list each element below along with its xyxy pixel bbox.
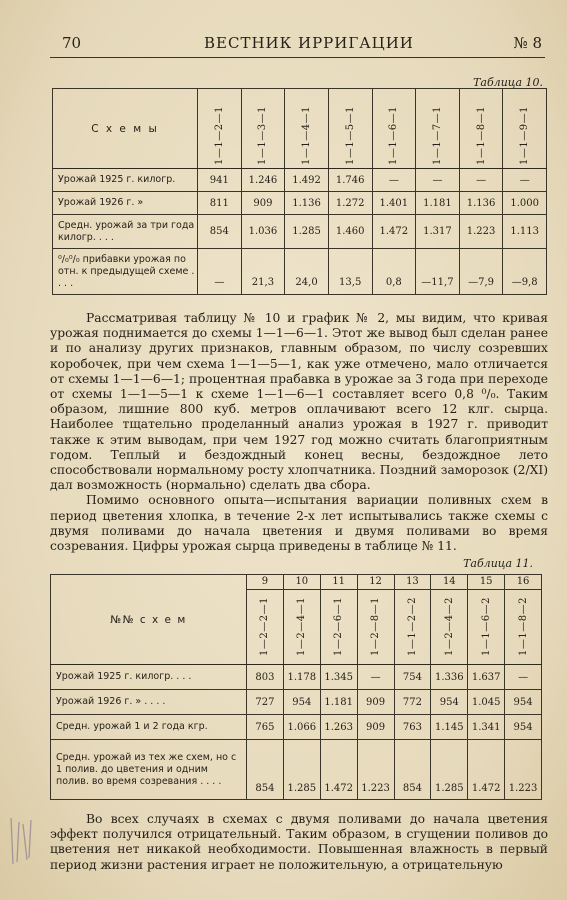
body-text-2 [50,812,548,873]
table-row: Урожай 1926 г. » 811 909 1.136 1.272 1.401 1.181 1.136 1.000 [53,192,547,215]
paragraph: Во всех случаях в схемах с двумя поливами до начала цветения эффект получился отрицательный. Таким образом, в сгущении поливов до цветения нет никакой необходимости. Повышенная влажность в первый период жизни растения играет не положительную, а отрицательную [50,812,548,872]
pencil-mark-icon [5,812,39,872]
table-row: ⁰/₀⁰/₀ прибавки урожая по отн. к предыдущей схеме . . . . — 21,3 24,0 13,5 0,8 —11,7 —7,9 —9,8 [53,249,547,295]
running-header [62,34,542,56]
header-rule [50,57,545,58]
table10-col-1: 1—1—2—1 [198,89,242,169]
table11-caption: Таблица 11. [463,557,533,570]
table-row: Урожай 1926 г. » . . . . 727 954 1.181 909 772 954 1.045 954 [51,690,542,715]
table10-caption: Таблица 10. [473,76,543,89]
table11-corner: №№ с х е м [51,575,247,665]
table11-col-9: 9 1—2—2—1 [247,575,284,665]
table11-col-11: 11 1—2—6—1 [320,575,357,665]
paragraph: Рассматривая таблицу № 10 и график № 2, мы видим, что кривая урожая поднимается до схемы 1—1—6—1. Этот же вывод был сделан ранее и по анализу других признаков, главным образом, по числу созревших коробочек, при чем схема 1—1—5—1, как уже отмечено, мало отличается от схемы 1—1—6—1; процентная прабавка в урожае за 3 года при переходе от схемы 1—1—5—1 к схеме 1—1—6—1 составляет всего 0,8 ⁰/₀. Таким образом, лишние 800 куб. метров оплачивают всего 12 клг. сырца. Наиболее тщательно проделанный анализ урожая в 1927 г. приводит также к этим выводам, при чем 1927 год можно считать благоприятным годом. Теплый и бездождный конец весны, бездождное лето способствовали нормальному росту хлопчатника. Поздний заморозок (2/XI) дал возможность (нормально) сделать два сбора. [50,311,548,493]
table11-col-15: 15 1—1—6—2 [468,575,505,665]
table10-corner: С х е м ы [53,89,198,169]
table-10 [52,88,547,295]
table-row: Средн. урожай из тех же схем, но с 1 полив. до цветения и одним полив. во время созревания . . . . 854 1.285 1.472 1.223 854 1.285 1.472 1.223 [51,740,542,800]
table-row: Средн. урожай за три года килогр. . . . 854 1.036 1.285 1.460 1.472 1.317 1.223 1.113 [53,215,547,249]
table-11 [50,574,542,800]
table10-col-6: 1—1—7—1 [416,89,460,169]
table-row: Урожай 1925 г. килогр. . . . 803 1.178 1.345 — 754 1.336 1.637 — [51,665,542,690]
table-row: Средн. урожай 1 и 2 года кгр. 765 1.066 1.263 909 763 1.145 1.341 954 [51,715,542,740]
table-row: Урожай 1925 г. килогр. 941 1.246 1.492 1.746 — — — — [53,169,547,192]
table10-col-3: 1—1—4—1 [285,89,329,169]
table11-col-16: 16 1—1—8—2 [505,575,542,665]
table11-col-12: 12 1—2—8—1 [357,575,394,665]
table10-col-8: 1—1—9—1 [503,89,547,169]
journal-title: ВЕСТНИК ИРРИГАЦИИ [204,34,414,52]
table10-col-5: 1—1—6—1 [372,89,416,169]
paragraph: Помимо основного опыта—испытания вариации поливных схем в период цветения хлопка, в течение 2-х лет испытывались также схемы с двумя поливами до начала цветения и двумя поливами во время созревания. Цифры урожая сырца приведены в таблице № 11. [50,493,548,554]
table10-col-7: 1—1—8—1 [459,89,503,169]
table11-col-14: 14 1—2—4—2 [431,575,468,665]
page-number: 70 [62,34,82,52]
table10-col-4: 1—1—5—1 [328,89,372,169]
table10-col-2: 1—1—3—1 [241,89,285,169]
table11-col-13: 13 1—1—2—2 [394,575,431,665]
table11-col-10: 10 1—2—4—1 [283,575,320,665]
body-text-1 [50,311,548,554]
issue-number: № 8 [513,34,542,52]
